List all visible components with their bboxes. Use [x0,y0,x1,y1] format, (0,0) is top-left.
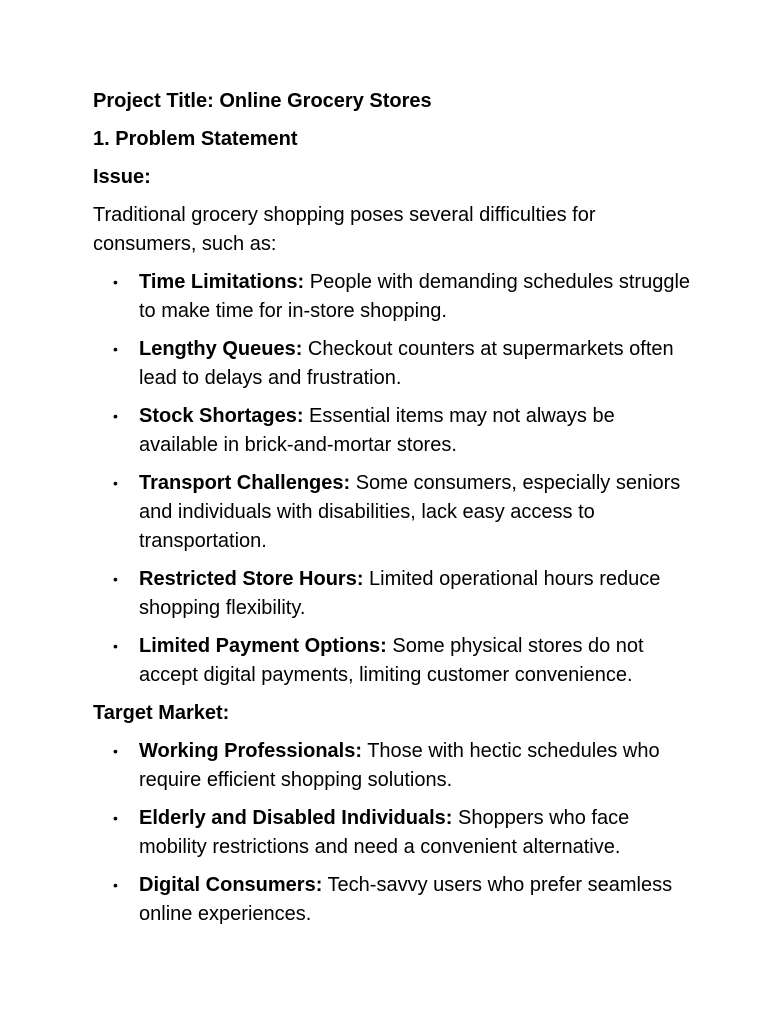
list-item [93,469,693,556]
item-term: Working Professionals: [139,740,363,762]
item-text: Tech-savvy users who prefer seamless online experiences. [139,874,673,925]
bullet-icon: • [113,408,118,424]
bullet-icon: • [113,341,118,357]
item-text: Shoppers who face mobility restrictions and need a convenient alternative. [139,807,630,858]
list-item [93,737,693,795]
bullet-icon: • [113,638,118,654]
target-market-list [93,737,693,929]
list-item [93,565,693,623]
bullet-icon: • [113,743,118,759]
item-text: Some consumers, especially seniors and individuals with disabilities, lack easy access to transportation. [139,472,681,552]
list-item [93,871,693,929]
list-item [93,402,693,460]
item-text: Essential items may not always be available in brick-and-mortar stores. [139,405,615,456]
item-text: Limited operational hours reduce shopping flexibility. [139,568,661,619]
issues-list [93,268,693,690]
list-item [93,632,693,690]
list-item [93,268,693,326]
item-term: Limited Payment Options: [139,635,387,657]
item-text: Some physical stores do not accept digital payments, limiting customer convenience. [139,635,644,686]
issue-label: Issue: [93,166,151,188]
item-term: Restricted Store Hours: [139,568,364,590]
bullet-icon: • [113,877,118,893]
item-text: Checkout counters at supermarkets often lead to delays and frustration. [139,338,674,389]
section-heading: 1. Problem Statement [93,128,298,150]
list-item [93,804,693,862]
list-item [93,335,693,393]
intro-paragraph: Traditional grocery shopping poses several difficulties for consumers, such as: [93,204,596,255]
bullet-icon: • [113,475,118,491]
item-term: Time Limitations: [139,271,305,293]
item-term: Lengthy Queues: [139,338,303,360]
item-text: People with demanding schedules struggle to make time for in-store shopping. [139,271,691,322]
target-market-label: Target Market: [93,702,230,724]
bullet-icon: • [113,810,118,826]
item-term: Stock Shortages: [139,405,304,427]
project-title: Project Title: Online Grocery Stores [93,90,432,112]
item-text: Those with hectic schedules who require efficient shopping solutions. [139,740,660,791]
bullet-icon: • [113,274,118,290]
item-term: Elderly and Disabled Individuals: [139,807,453,829]
bullet-icon: • [113,571,118,587]
item-term: Transport Challenges: [139,472,351,494]
item-term: Digital Consumers: [139,874,323,896]
document-page [93,87,693,938]
